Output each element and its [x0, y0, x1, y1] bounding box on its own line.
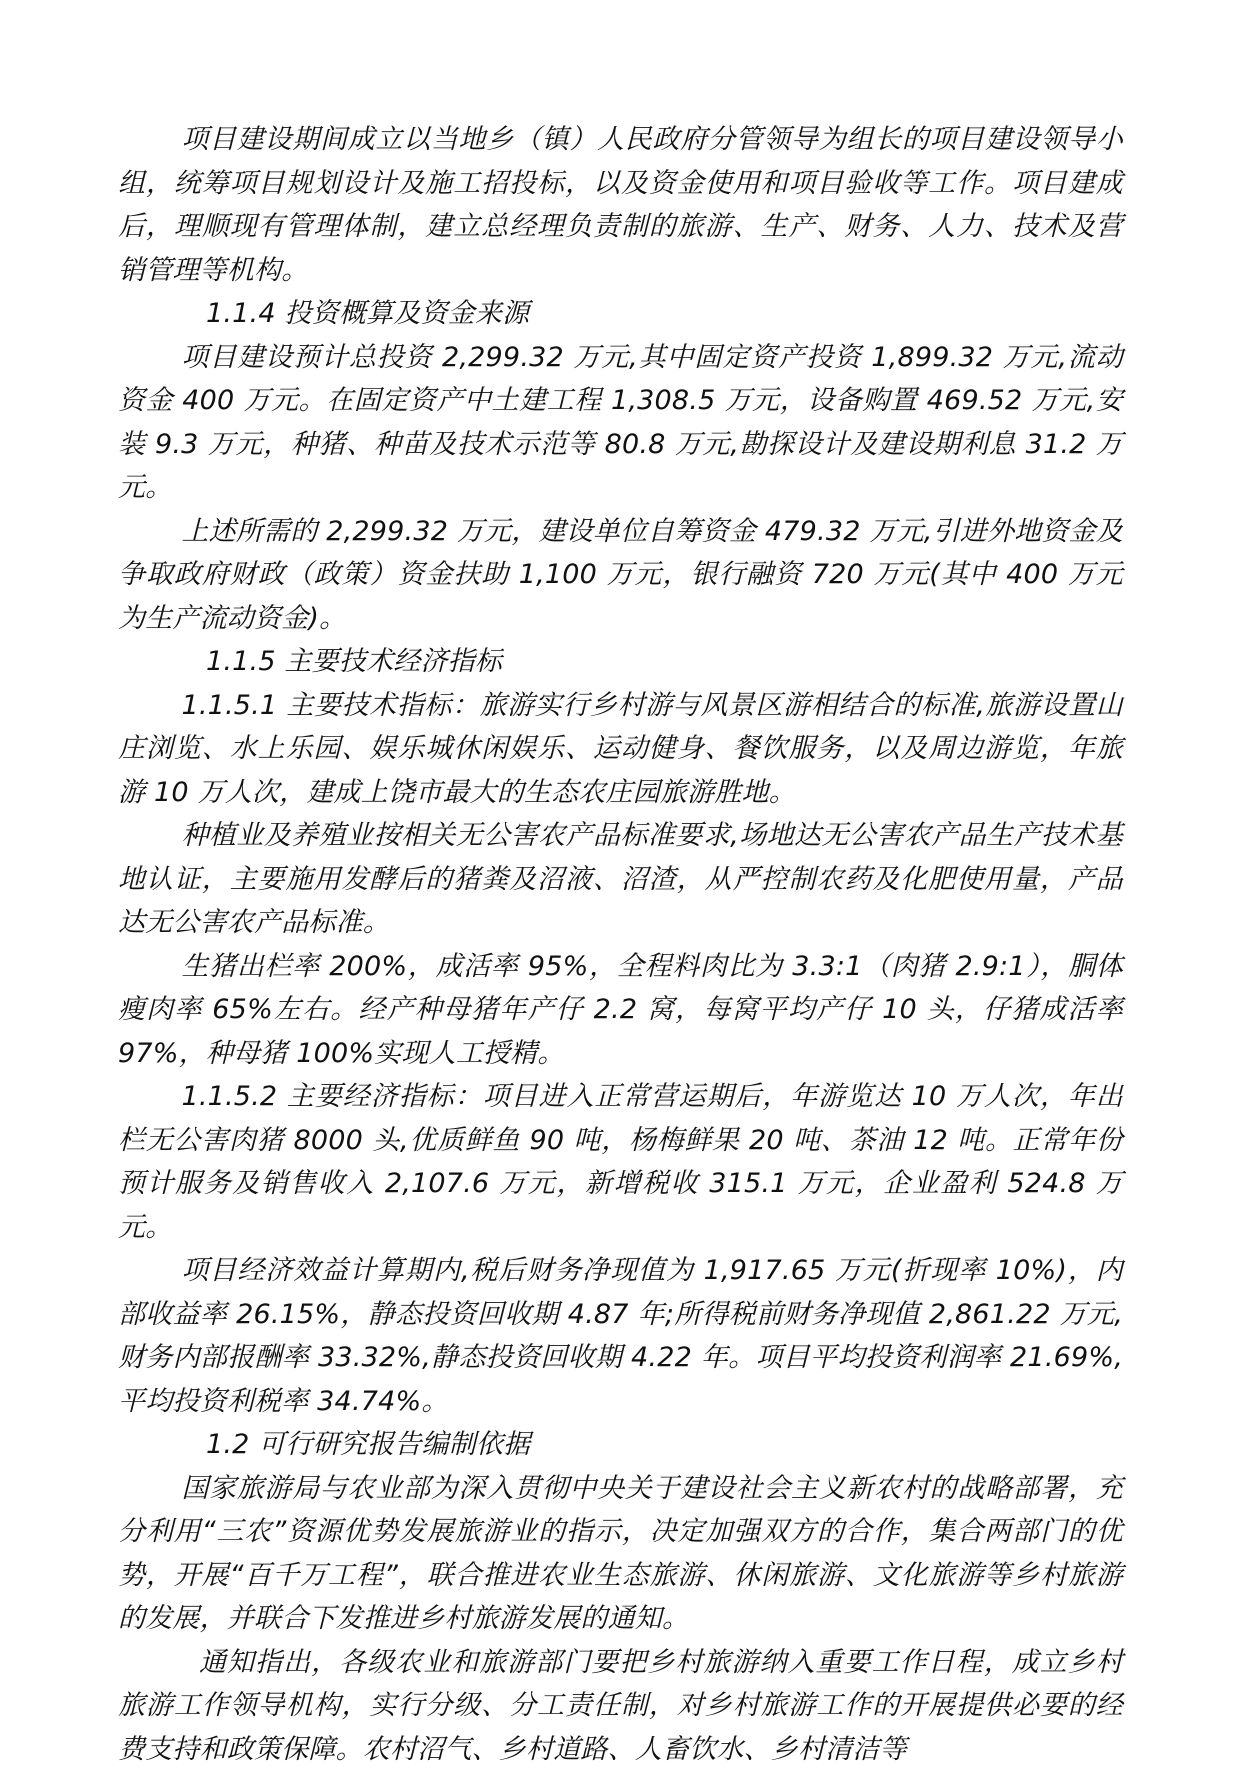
paragraph-notice-requirements: 通知指出，各级农业和旅游部门要把乡村旅游纳入重要工作日程，成立乡村旅游工作领导机构，实行分级、分工责任制，对乡村旅游工作的开展提供必要的经费支持和政策保障。农村沼气、乡村道路、人畜饮水、乡村清洁等	[118, 1641, 1123, 1771]
paragraph-total-investment: 项目建设预计总投资 2,299.32 万元,其中固定资产投资 1,899.32 万元,流动资金 400 万元。在固定资产中土建工程 1,308.5 万元，设备购置 469.52 万元,安装 9.3 万元，种猪、种苗及技术示范等 80.8 万元,勘探设计及建设期利息 31.2 万元。	[118, 336, 1123, 510]
paragraph-economic-indicators: 1.1.5.2 主要经济指标：项目进入正常营运期后，年游览达 10 万人次，年出栏无公害肉猪 8000 头,优质鲜鱼 90 吨，杨梅鲜果 20 吨、茶油 12 吨。正常年份预计服务及销售收入 2,107.6 万元，新增税收 315.1 万元，企业盈利 524.8 万元。	[118, 1075, 1123, 1249]
document-page	[118, 118, 1123, 1771]
paragraph-financial-returns: 项目经济效益计算期内,税后财务净现值为 1,917.65 万元(折现率 10%)，内部收益率 26.15%，静态投资回收期 4.87 年;所得税前财务净现值 2,861.22 万元,财务内部报酬率 33.32%,静态投资回收期 4.22 年。项目平均投资利润率 21.69%,平均投资利税率 34.74%。	[118, 1249, 1123, 1423]
paragraph-project-organization: 项目建设期间成立以当地乡（镇）人民政府分管领导为组长的项目建设领导小组，统筹项目规划设计及施工招投标，以及资金使用和项目验收等工作。项目建成后，理顺现有管理体制，建立总经理负责制的旅游、生产、财务、人力、技术及营销管理等机构。	[118, 118, 1123, 292]
heading-technical-economic-indicators: 1.1.5 主要技术经济指标	[118, 640, 1123, 684]
paragraph-technical-indicators: 1.1.5.1 主要技术指标：旅游实行乡村游与风景区游相结合的标准,旅游设置山庄浏览、水上乐园、娱乐城休闲娱乐、运动健身、餐饮服务，以及周边游览，年旅游 10 万人次，建成上饶市最大的生态农庄园旅游胜地。	[118, 684, 1123, 815]
paragraph-national-policy: 国家旅游局与农业部为深入贯彻中央关于建设社会主义新农村的战略部署，充分利用“三农”资源优势发展旅游业的指示，决定加强双方的合作，集合两部门的优势，开展“百千万工程”，联合推进农业生态旅游、休闲旅游、文化旅游等乡村旅游的发展，并联合下发推进乡村旅游发展的通知。	[118, 1467, 1123, 1641]
heading-investment-estimate: 1.1.4 投资概算及资金来源	[118, 292, 1123, 336]
paragraph-planting-breeding-standards: 种植业及养殖业按相关无公害农产品标准要求,场地达无公害农产品生产技术基地认证，主要施用发酵后的猪粪及沼液、沼渣，从严控制农药及化肥使用量，产品达无公害农产品标准。	[118, 814, 1123, 945]
paragraph-pig-production-rates: 生猪出栏率 200%，成活率 95%，全程料肉比为 3.3:1（肉猪 2.9:1），胴体瘦肉率 65%左右。经产种母猪年产仔 2.2 窝，每窝平均产仔 10 头，仔猪成活率 97%，种母猪 100%实现人工授精。	[118, 945, 1123, 1076]
heading-report-basis: 1.2 可行研究报告编制依据	[118, 1423, 1123, 1467]
paragraph-funding-sources: 上述所需的 2,299.32 万元，建设单位自筹资金 479.32 万元,引进外地资金及争取政府财政（政策）资金扶助 1,100 万元，银行融资 720 万元(其中 400 万元为生产流动资金)。	[118, 510, 1123, 641]
